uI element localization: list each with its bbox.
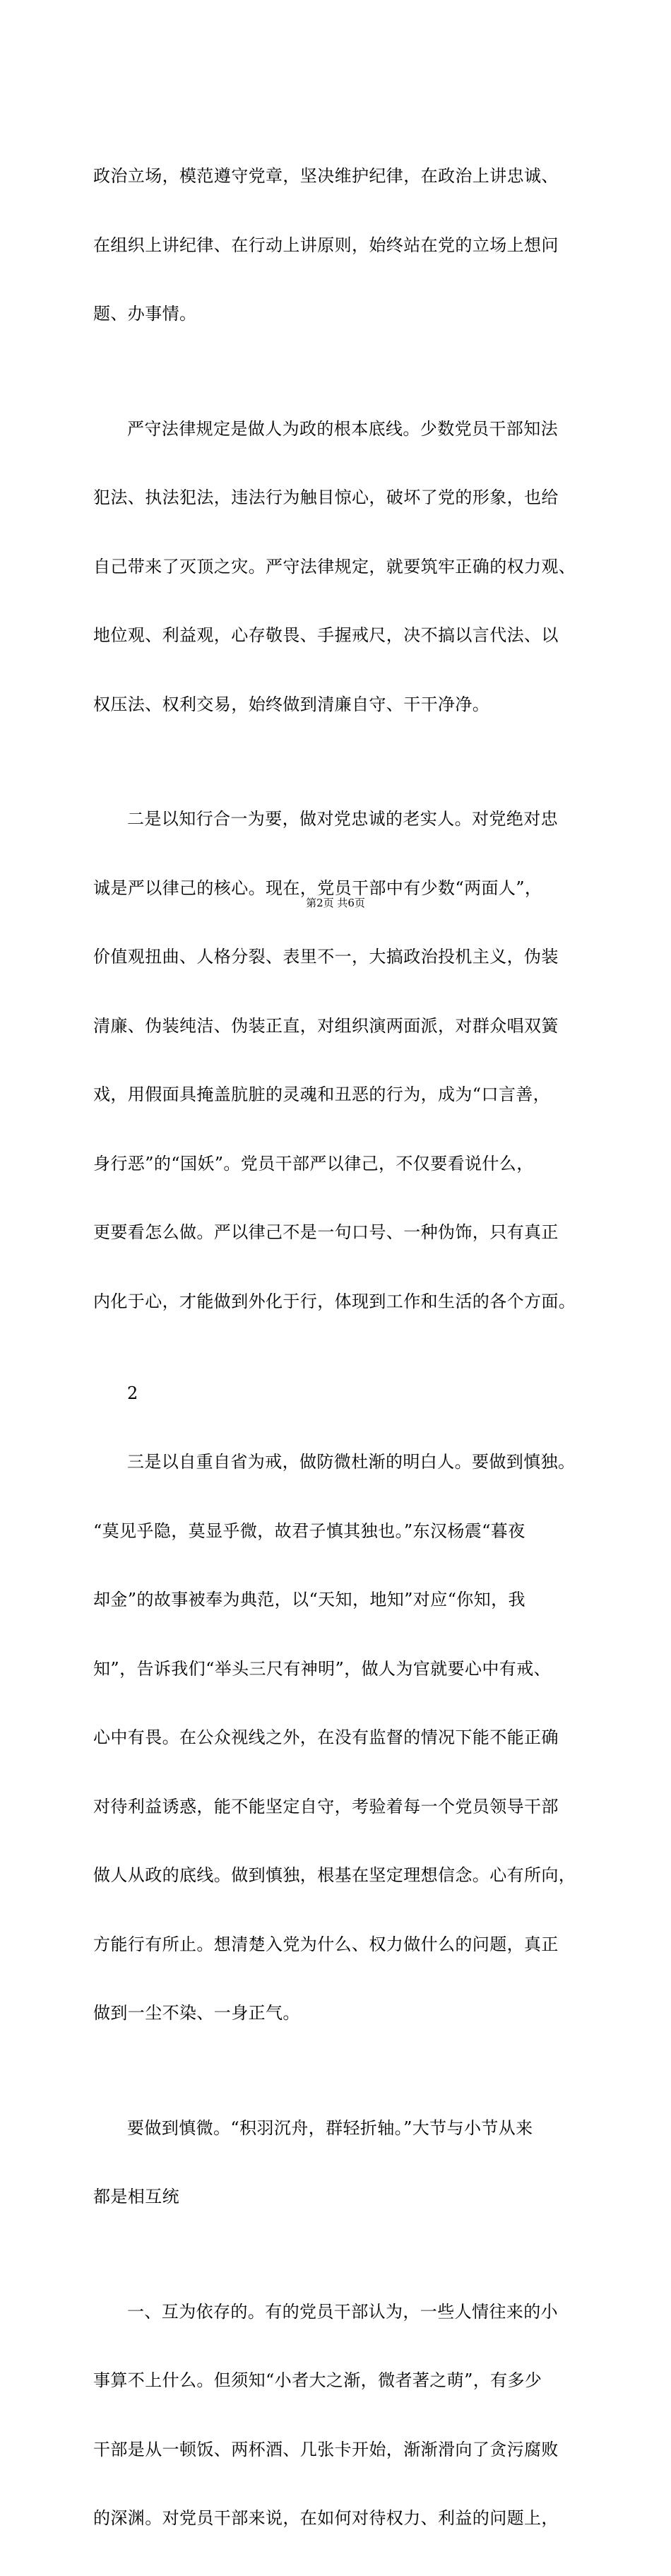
text-line: 内化于心，才能做到外化于行，体现到工作和生活的各个方面。 (93, 1291, 576, 1311)
text-line: 二是以知行合一为要，做对党忠诚的老实人。对党绝对忠 (127, 809, 558, 829)
text-line: 严守法律规定是做人为政的根本底线。少数党员干部知法 (127, 418, 558, 439)
text-line: 都是相互统 (93, 2187, 179, 2206)
text-line: 地位观、利益观，心存敬畏、手握戒尺，决不搞以言代法、以 (93, 625, 559, 645)
paragraph-5 (93, 2071, 602, 2255)
text-line: 一、互为依存的。有的党员干部认为，一些人情往来的小 (127, 2301, 558, 2322)
text-line: 做人从政的底线。做到慎独，根基在坚定理想信念。心有所向， (93, 1865, 576, 1885)
text-line: 清廉、伪装纯洁、伪装正直，对组织演两面派，对群众唱双簧 (93, 1015, 559, 1036)
text-line: 事算不上什么。但须知“小者大之渐，微者著之萌”，有多少 (93, 2370, 542, 2390)
text-line: 要做到慎微。“积羽沉舟，群轻折轴。”大节与小节从来 (127, 2117, 533, 2138)
text-line: 犯法、执法犯法，违法行为触目惊心，破坏了党的形象，也给 (93, 488, 559, 507)
text-line: 在组织上讲纪律、在行动上讲原则，始终站在党的立场上想问 (93, 235, 559, 255)
document-body (93, 119, 602, 2576)
text-line: 自己带来了灭顶之灾。严守法律规定，就要筑牢正确的权力观、 (93, 556, 576, 577)
text-line: 戏，用假面具掩盖肮脏的灵魂和丑恶的行为，成为“口言善， (93, 1085, 551, 1104)
text-line: 诚是严以律己的核心。现在，党员干部中有少数“两面人”， (93, 878, 542, 898)
paragraph-4 (93, 1405, 602, 2071)
text-line: 心中有畏。在公众视线之外，在没有监督的情况下能不能正确 (93, 1727, 559, 1747)
text-line: 却金”的故事被奉为典范，以“天知，地知”对应“你知，我 (93, 1590, 525, 1609)
paragraph-1 (93, 119, 602, 372)
text-line: “莫见乎隐，莫显乎微，故君子慎其独也。”东汉杨震“暮夜 (93, 1520, 525, 1541)
text-line: 知”，告诉我们“举头三尺有神明”，做人为官就要心中有戒、 (93, 1658, 552, 1679)
paragraph-3 (93, 762, 602, 1359)
text-line: 题、办事情。 (93, 304, 197, 324)
text-line: 更要看怎么做。严以律己不是一句口号、一种伪饰，只有真正 (93, 1222, 559, 1242)
text-line: 三是以自重自省为戒，做防微杜渐的明白人。要做到慎独。 (127, 1452, 576, 1472)
text-line: 的深渊。对党员干部来说，在如何对待权力、利益的问题上， (93, 2508, 559, 2528)
paragraph-6 (93, 2255, 602, 2576)
text-line: 政治立场，模范遵守党章，坚决维护纪律，在政治上讲忠诚、 (93, 166, 559, 186)
text-line: 权压法、权利交易，始终做到清廉自守、干干净净。 (93, 694, 490, 714)
page-footer: 第2页 共6页 (306, 897, 365, 909)
text-line: 价值观扭曲、人格分裂、表里不一，大搞政治投机主义，伪装 (93, 947, 559, 967)
paragraph-2 (93, 372, 602, 762)
text-line: 身行恶”的“国妖”。党员干部严以律己，不仅要看说什么， (93, 1153, 534, 1174)
text-line: 方能行有所止。想清楚入党为什么、权力做什么的问题，真正 (93, 1934, 559, 1954)
text-line: 做到一尘不染、一身正气。 (93, 2003, 300, 2023)
text-line: 干部是从一顿饭、两杯酒、几张卡开始，渐渐滑向了贪污腐败 (93, 2439, 559, 2459)
inline-page-number: 2 (127, 1383, 138, 1403)
text-line: 对待利益诱惑，能不能坚定自守，考验着每一个党员领导干部 (93, 1796, 559, 1816)
